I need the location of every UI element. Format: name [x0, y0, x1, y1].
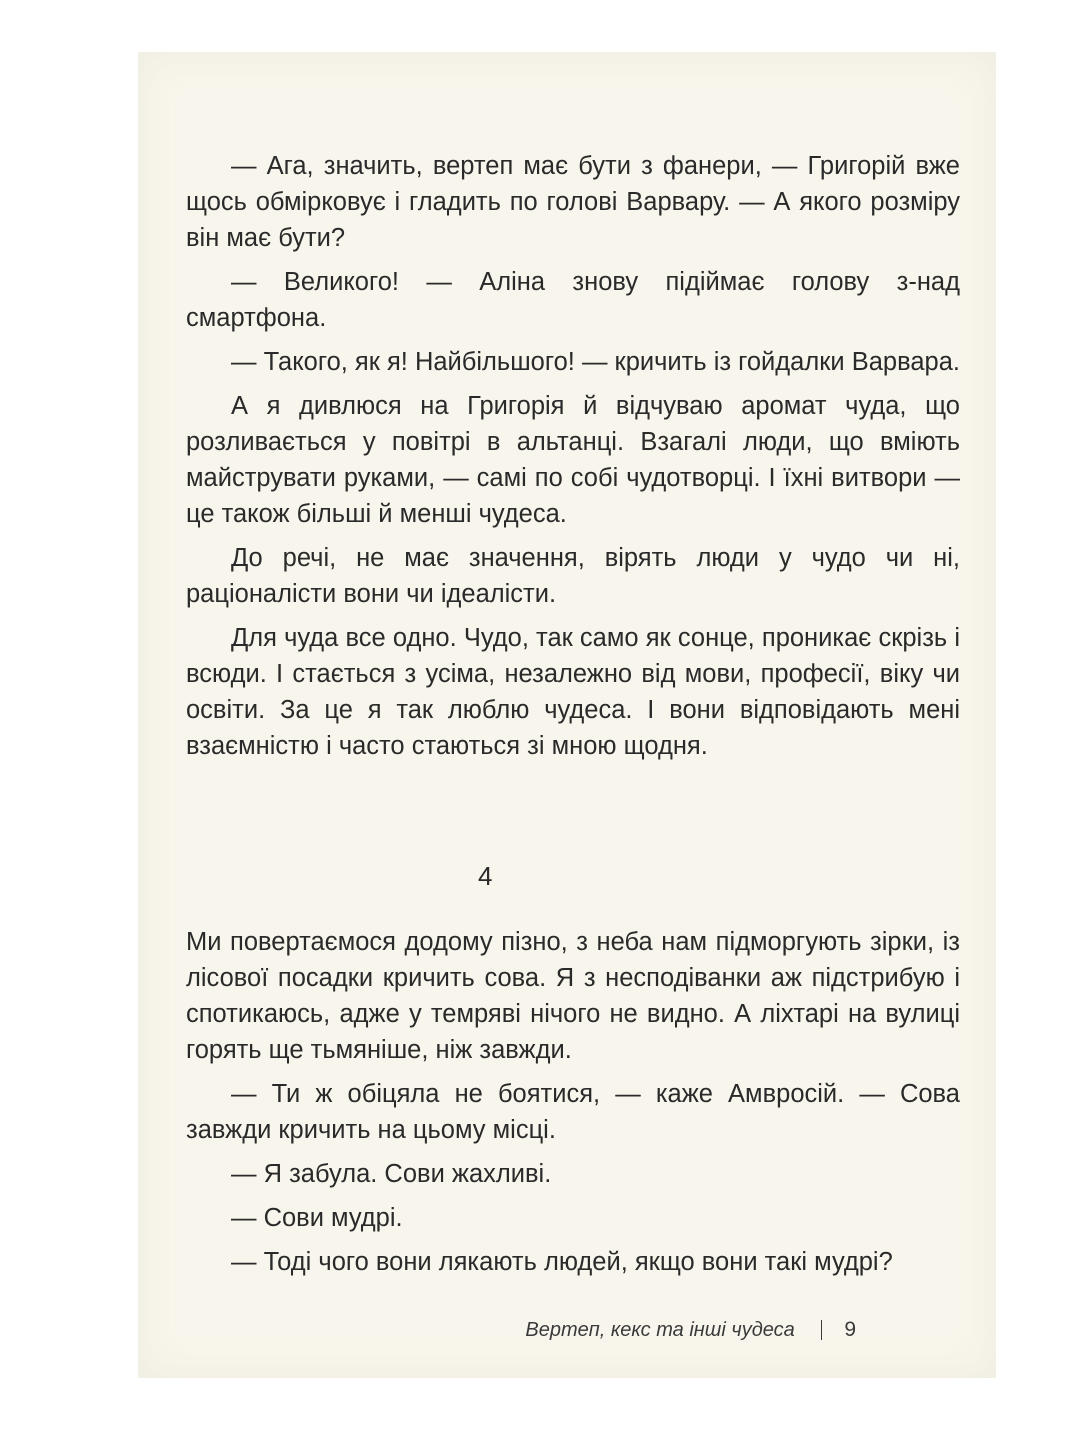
page-footer: [525, 1316, 856, 1344]
paragraph: — Тоді чого вони лякають людей, якщо вони такі мудрі?: [231, 1248, 893, 1276]
paragraph: — Ага, значить, вертеп має бути з фанери, — Григорій вже щось обмірковує і гладить по голові Варвару. — А якого розміру він має бути?: [186, 152, 960, 252]
paragraph: А я дивлюся на Григорія й відчуваю аромат чуда, що розливається у повітрі в альтанці. Взагалі люди, що вміють майструвати руками, — самі по собі чудотворці. І їхні витвори — це також більші й менші чудеса.: [186, 392, 960, 528]
page-number: 9: [844, 1318, 856, 1341]
footer-separator: [821, 1320, 823, 1340]
text-section-bottom: [186, 924, 960, 1288]
paragraph: — Великого! — Аліна знову підіймає голову з-над смартфона.: [186, 268, 960, 332]
running-title: Вертеп, кекс та інші чудеса: [525, 1319, 795, 1341]
paragraph: — Сови мудрі.: [231, 1204, 403, 1232]
paragraph: До речі, не має значення, вірять люди у чудо чи ні, раціоналісти вони чи ідеалісти.: [186, 544, 960, 608]
paragraph: — Я забула. Сови жахливі.: [231, 1160, 552, 1188]
paragraph: Ми повертаємося додому пізно, з неба нам підморгують зірки, із лісової посадки кричить сова. Я з несподіванки аж підстрибую і спотикаюсь, адже у темряві нічого не видно. А ліхтарі на вулиці горять ще тьмяніше, ніж завжди.: [186, 928, 960, 1064]
paragraph: — Такого, як я! Найбільшого! — кричить із гойдалки Варвара.: [231, 348, 960, 376]
paragraph: Для чуда все одно. Чудо, так само як сонце, проникає скрізь і всюди. І стається з усіма, незалежно від мови, професії, віку чи освіти. За це я так люблю чудеса. І вони відповідають мені взаємністю і часто стаються зі мною щодня.: [186, 624, 960, 760]
paragraph: — Ти ж обіцяла не боятися, — каже Амвросій. — Сова завжди кричить на цьому місці.: [186, 1080, 960, 1144]
book-page: [138, 52, 996, 1378]
chapter-number: 4: [478, 861, 493, 891]
text-section-top: [186, 148, 960, 772]
